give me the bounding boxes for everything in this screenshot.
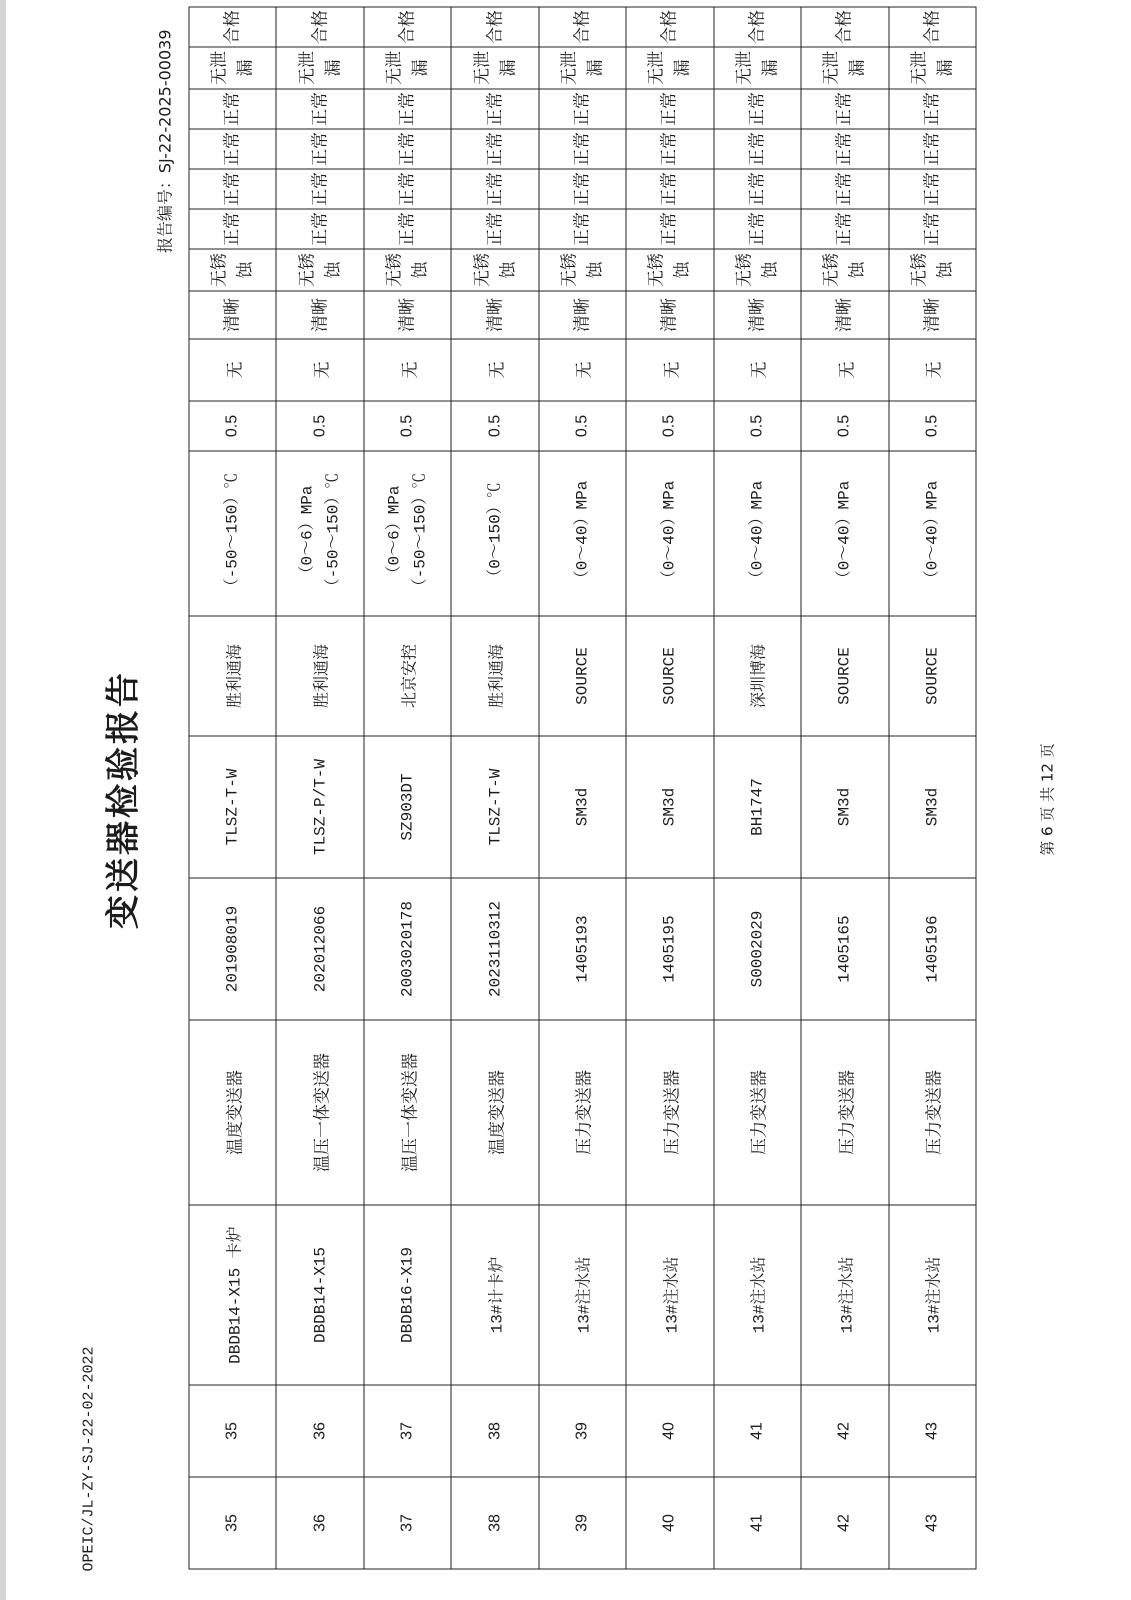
- model-cell: SM3d: [539, 736, 626, 878]
- check-cell: 无泄漏: [889, 47, 977, 89]
- serial-number-cell: 1405165: [801, 878, 888, 1020]
- check-cell: 无: [189, 339, 276, 401]
- check-cell: 无泄漏: [626, 47, 713, 89]
- model-cell: TLSZ-P/T-W: [276, 736, 363, 878]
- check-cell: 无: [364, 339, 451, 401]
- location-cell: 13#计卡炉: [451, 1205, 538, 1385]
- rotated-page: [1, 0, 1131, 1600]
- device-name-cell: 压力变送器: [539, 1020, 626, 1205]
- check-cell: 无锈蚀: [276, 249, 363, 291]
- check-cell: 正常: [276, 169, 363, 209]
- location-cell: DBDB16-X19: [364, 1205, 451, 1385]
- check-cell: 清晰: [626, 291, 713, 339]
- check-cell: 正常: [539, 169, 626, 209]
- report-number: 报告编号：SJ-22-2025-00039: [155, 29, 175, 254]
- table-row: [364, 7, 451, 1569]
- check-cell: 清晰: [539, 291, 626, 339]
- row-index: 43: [889, 1477, 977, 1569]
- range-cell: （0～40）MPa: [626, 451, 713, 616]
- manufacturer-cell: 胜利通海: [451, 616, 538, 736]
- table-row: [801, 7, 888, 1569]
- range-cell: （0～40）MPa: [889, 451, 977, 616]
- range-cell: （0～40）MPa: [539, 451, 626, 616]
- check-cell: 清晰: [276, 291, 363, 339]
- manufacturer-cell: 胜利通海: [276, 616, 363, 736]
- check-cell: 正常: [714, 209, 801, 249]
- location-cell: 13#注水站: [889, 1205, 977, 1385]
- row-index: 39: [539, 1477, 626, 1569]
- check-cell: 正常: [889, 209, 977, 249]
- model-cell: SM3d: [889, 736, 977, 878]
- serial-number-cell: 1405195: [626, 878, 713, 1020]
- check-cell: 正常: [364, 89, 451, 129]
- check-cell: 无泄漏: [364, 47, 451, 89]
- check-cell: 正常: [451, 209, 538, 249]
- check-cell: 正常: [626, 129, 713, 169]
- check-cell: 正常: [539, 209, 626, 249]
- result-cell: 合格: [451, 7, 538, 47]
- check-cell: 正常: [451, 89, 538, 129]
- serial-number-cell: 2003020178: [364, 878, 451, 1020]
- row-index: 42: [801, 1477, 888, 1569]
- check-cell: 正常: [539, 89, 626, 129]
- device-name-cell: 温度变送器: [189, 1020, 276, 1205]
- serial-number-cell: 1405193: [539, 878, 626, 1020]
- check-cell: 正常: [801, 89, 888, 129]
- device-name-cell: 温度变送器: [451, 1020, 538, 1205]
- check-cell: 正常: [189, 89, 276, 129]
- manufacturer-cell: SOURCE: [889, 616, 977, 736]
- row-number: 37: [364, 1385, 451, 1477]
- check-cell: 正常: [276, 209, 363, 249]
- manufacturer-cell: SOURCE: [626, 616, 713, 736]
- check-cell: 正常: [626, 169, 713, 209]
- check-cell: 无泄漏: [451, 47, 538, 89]
- check-cell: 清晰: [889, 291, 977, 339]
- device-name-cell: 压力变送器: [714, 1020, 801, 1205]
- manufacturer-cell: 深圳博海: [714, 616, 801, 736]
- table-row: [539, 7, 626, 1569]
- row-index: 41: [714, 1477, 801, 1569]
- check-cell: 正常: [451, 129, 538, 169]
- row-index: 40: [626, 1477, 713, 1569]
- check-cell: 正常: [364, 129, 451, 169]
- check-cell: 无: [626, 339, 713, 401]
- device-name-cell: 压力变送器: [801, 1020, 888, 1205]
- serial-number-cell: 2023110312: [451, 878, 538, 1020]
- row-number: 42: [801, 1385, 888, 1477]
- row-number: 40: [626, 1385, 713, 1477]
- row-index: 37: [364, 1477, 451, 1569]
- check-cell: 无: [539, 339, 626, 401]
- model-cell: SM3d: [801, 736, 888, 878]
- check-cell: 正常: [714, 169, 801, 209]
- manufacturer-cell: SOURCE: [539, 616, 626, 736]
- check-cell: 正常: [451, 169, 538, 209]
- check-cell: 无: [451, 339, 538, 401]
- accuracy-cell: 0.5: [626, 401, 713, 451]
- check-cell: 正常: [714, 129, 801, 169]
- row-number: 35: [189, 1385, 276, 1477]
- result-cell: 合格: [189, 7, 276, 47]
- row-index: 36: [276, 1477, 363, 1569]
- device-name-cell: 压力变送器: [626, 1020, 713, 1205]
- range-cell: （0～6）MPa （-50～150）℃: [364, 451, 451, 616]
- check-cell: 无锈蚀: [539, 249, 626, 291]
- check-cell: 无锈蚀: [189, 249, 276, 291]
- accuracy-cell: 0.5: [189, 401, 276, 451]
- check-cell: 清晰: [364, 291, 451, 339]
- check-cell: 正常: [364, 169, 451, 209]
- device-name-cell: 温压一体变送器: [364, 1020, 451, 1205]
- page-title: 变送器检验报告: [103, 670, 144, 929]
- check-cell: 无: [276, 339, 363, 401]
- location-cell: 13#注水站: [539, 1205, 626, 1385]
- row-number: 43: [889, 1385, 977, 1477]
- check-cell: 正常: [889, 169, 977, 209]
- check-cell: 正常: [189, 129, 276, 169]
- accuracy-cell: 0.5: [451, 401, 538, 451]
- check-cell: 清晰: [451, 291, 538, 339]
- row-number: 41: [714, 1385, 801, 1477]
- page-number: 第 6 页 共 12 页: [1038, 743, 1057, 856]
- check-cell: 正常: [276, 89, 363, 129]
- accuracy-cell: 0.5: [539, 401, 626, 451]
- row-index: 35: [189, 1477, 276, 1569]
- range-cell: （0～150）℃: [451, 451, 538, 616]
- check-cell: 正常: [539, 129, 626, 169]
- check-cell: 正常: [801, 129, 888, 169]
- serial-number-cell: S0002029: [714, 878, 801, 1020]
- accuracy-cell: 0.5: [801, 401, 888, 451]
- table-row: [714, 7, 801, 1569]
- check-cell: 无泄漏: [714, 47, 801, 89]
- result-cell: 合格: [364, 7, 451, 47]
- check-cell: 正常: [276, 129, 363, 169]
- model-cell: TLSZ-T-W: [189, 736, 276, 878]
- manufacturer-cell: SOURCE: [801, 616, 888, 736]
- table-row: [889, 7, 977, 1569]
- check-cell: 无泄漏: [276, 47, 363, 89]
- serial-number-cell: 201908019: [189, 878, 276, 1020]
- check-cell: 无: [714, 339, 801, 401]
- table-row: [451, 7, 538, 1569]
- form-code: OPEIC/JL-ZY-SJ-22-02-2022: [80, 1346, 98, 1572]
- check-cell: 无泄漏: [189, 47, 276, 89]
- row-number: 36: [276, 1385, 363, 1477]
- check-cell: 无锈蚀: [889, 249, 977, 291]
- model-cell: SZ903DT: [364, 736, 451, 878]
- location-cell: 13#注水站: [714, 1205, 801, 1385]
- check-cell: 正常: [626, 89, 713, 129]
- table-row: [276, 7, 363, 1569]
- accuracy-cell: 0.5: [364, 401, 451, 451]
- check-cell: 清晰: [801, 291, 888, 339]
- accuracy-cell: 0.5: [889, 401, 977, 451]
- check-cell: 无泄漏: [801, 47, 888, 89]
- row-index: 38: [451, 1477, 538, 1569]
- serial-number-cell: 202012066: [276, 878, 363, 1020]
- table-row: [189, 7, 276, 1569]
- check-cell: 正常: [889, 89, 977, 129]
- accuracy-cell: 0.5: [276, 401, 363, 451]
- row-number: 39: [539, 1385, 626, 1477]
- check-cell: 无锈蚀: [451, 249, 538, 291]
- range-cell: （0～40）MPa: [714, 451, 801, 616]
- check-cell: 正常: [626, 209, 713, 249]
- check-cell: 正常: [189, 209, 276, 249]
- check-cell: 正常: [364, 209, 451, 249]
- inspection-table: [189, 7, 977, 1570]
- location-cell: DBDB14-X15: [276, 1205, 363, 1385]
- manufacturer-cell: 胜利通海: [189, 616, 276, 736]
- check-cell: 正常: [714, 89, 801, 129]
- result-cell: 合格: [714, 7, 801, 47]
- check-cell: 正常: [889, 129, 977, 169]
- range-cell: （0～6）MPa （-50～150）℃: [276, 451, 363, 616]
- location-cell: 13#注水站: [801, 1205, 888, 1385]
- result-cell: 合格: [626, 7, 713, 47]
- model-cell: BH1747: [714, 736, 801, 878]
- location-cell: 13#注水站: [626, 1205, 713, 1385]
- device-name-cell: 温压一体变送器: [276, 1020, 363, 1205]
- check-cell: 无锈蚀: [364, 249, 451, 291]
- model-cell: SM3d: [626, 736, 713, 878]
- check-cell: 正常: [189, 169, 276, 209]
- check-cell: 正常: [801, 209, 888, 249]
- check-cell: 无锈蚀: [626, 249, 713, 291]
- range-cell: （-50～150）℃: [189, 451, 276, 616]
- result-cell: 合格: [801, 7, 888, 47]
- check-cell: 无: [801, 339, 888, 401]
- model-cell: TLSZ-T-W: [451, 736, 538, 878]
- check-cell: 正常: [801, 169, 888, 209]
- range-cell: （0～40）MPa: [801, 451, 888, 616]
- row-number: 38: [451, 1385, 538, 1477]
- check-cell: 清晰: [714, 291, 801, 339]
- result-cell: 合格: [889, 7, 977, 47]
- device-name-cell: 压力变送器: [889, 1020, 977, 1205]
- serial-number-cell: 1405196: [889, 878, 977, 1020]
- table-body: [189, 7, 976, 1569]
- accuracy-cell: 0.5: [714, 401, 801, 451]
- manufacturer-cell: 北京安控: [364, 616, 451, 736]
- check-cell: 无泄漏: [539, 47, 626, 89]
- check-cell: 无: [889, 339, 977, 401]
- location-cell: DBDB14-X15 卡炉: [189, 1205, 276, 1385]
- check-cell: 清晰: [189, 291, 276, 339]
- result-cell: 合格: [539, 7, 626, 47]
- table-row: [626, 7, 713, 1569]
- check-cell: 无锈蚀: [714, 249, 801, 291]
- check-cell: 无锈蚀: [801, 249, 888, 291]
- result-cell: 合格: [276, 7, 363, 47]
